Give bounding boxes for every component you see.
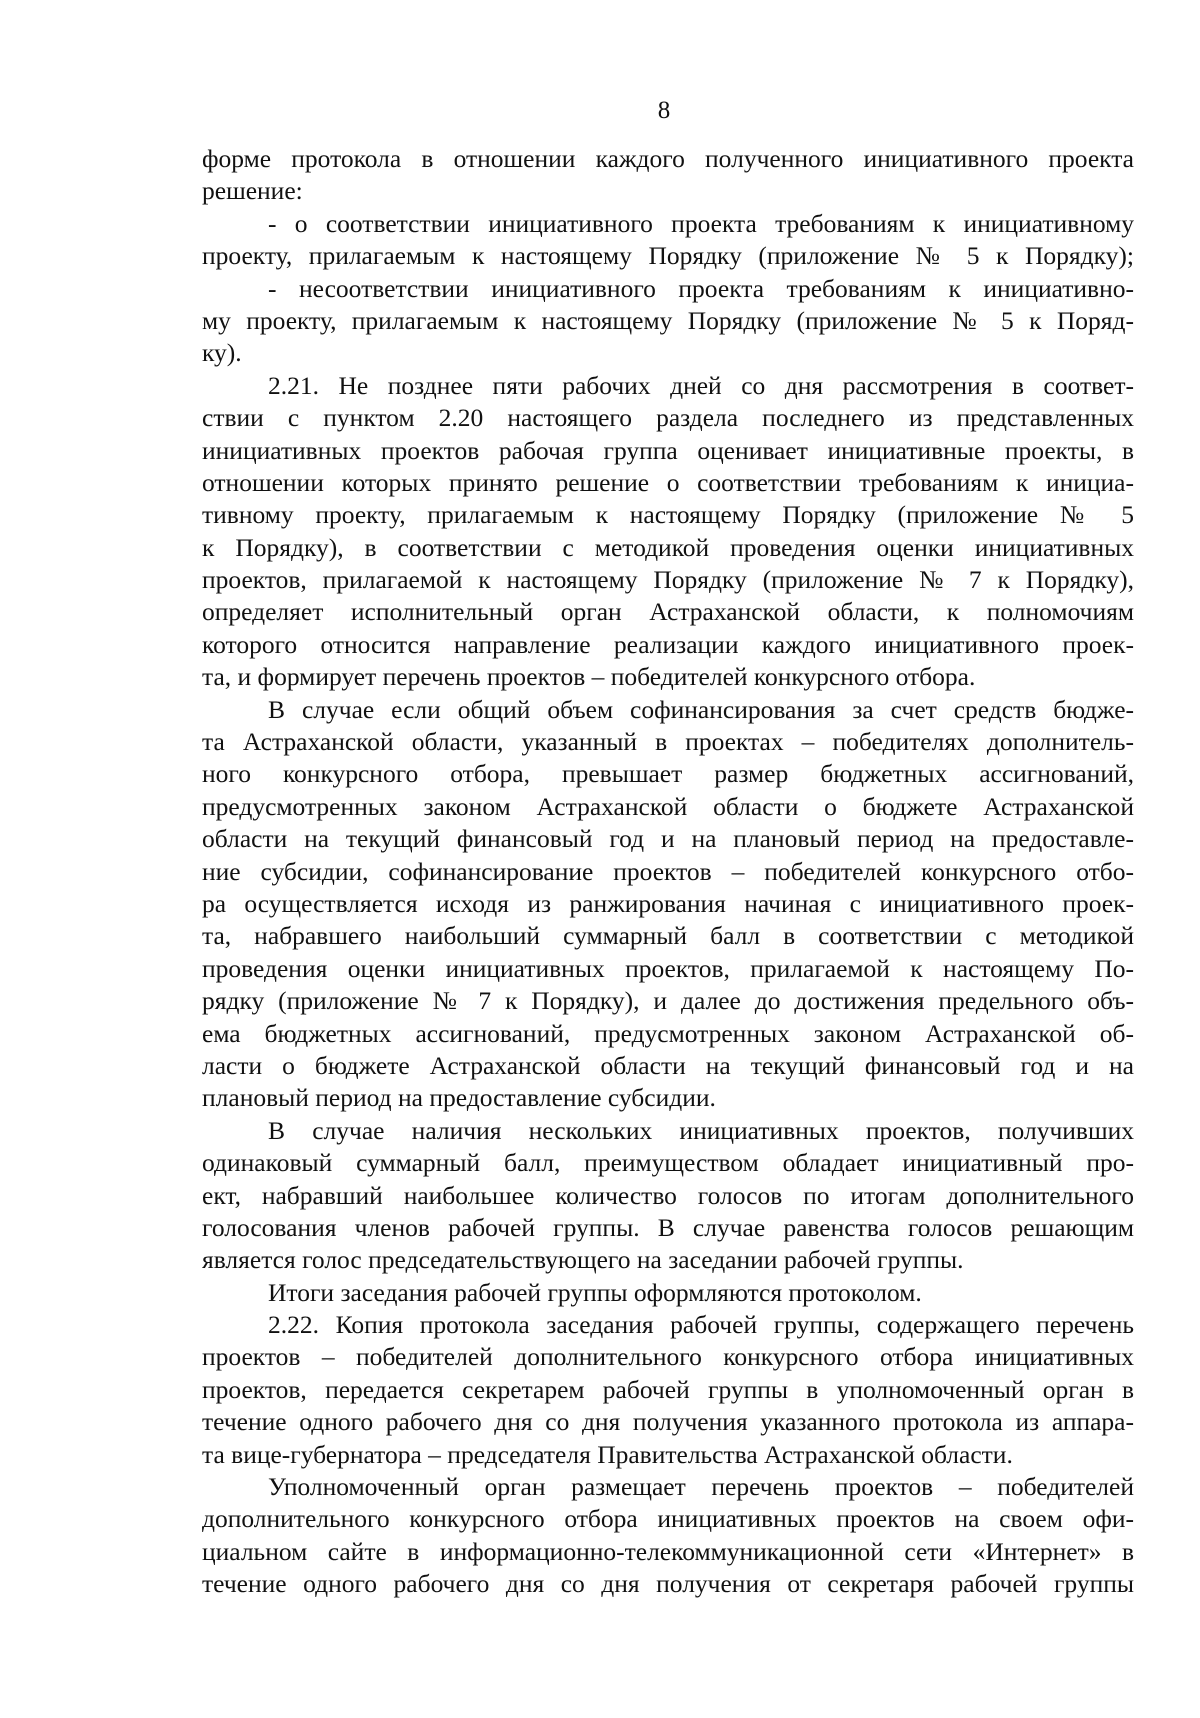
text-line: та, набравшего наибольший суммарный балл в соответствии с методикой (202, 921, 1134, 951)
text-line: 2.21. Не позднее пяти рабочих дней со дня рассмотрения в соответ- (268, 370, 1134, 400)
text-line: та, и формирует перечень проектов – победителей конкурсного отбора. (202, 662, 976, 692)
text-line: 2.22. Копия протокола заседания рабочей группы, содержащего перечень (268, 1310, 1134, 1340)
text-line: проведения оценки инициативных проектов, прилагаемой к настоящему По- (202, 953, 1134, 983)
text-line: ект, набравший наибольшее количество голосов по итогам дополнительного (202, 1180, 1134, 1210)
text-line: к Порядку), в соответствии с методикой проведения оценки инициативных (202, 532, 1134, 562)
text-line: ра осуществляется исходя из ранжирования начиная с инициативного проек- (202, 888, 1134, 918)
text-line: плановый период на предоставление субсидии. (202, 1083, 716, 1113)
text-line: течение одного рабочего дня со дня получения от секретаря рабочей группы (202, 1569, 1134, 1599)
text-line: - о соответствии инициативного проекта требованиям к инициативному (268, 208, 1134, 238)
text-line: му проекту, прилагаемым к настоящему Порядку (приложение № 5 к Поряд- (202, 305, 1134, 335)
text-line: дополнительного конкурсного отбора инициативных проектов на своем офи- (202, 1504, 1134, 1534)
text-line: ласти о бюджете Астраханской области на текущий финансовый год и на (202, 1050, 1134, 1080)
text-line: проектов – победителей дополнительного конкурсного отбора инициативных (202, 1342, 1134, 1372)
text-line: которого относится направление реализации каждого инициативного проек- (202, 629, 1134, 659)
text-line: форме протокола в отношении каждого полученного инициативного проекта (202, 144, 1134, 173)
text-line: проектов, передается секретарем рабочей группы в уполномоченный орган в (202, 1374, 1134, 1404)
text-line: одинаковый суммарный балл, преимуществом обладает инициативный про- (202, 1148, 1134, 1178)
text-line: та Астраханской области, указанный в проектах – победителях дополнитель- (202, 727, 1134, 757)
text-line: отношении которых принято решение о соответствии требованиям к инициа- (202, 467, 1134, 497)
text-line: ствии с пунктом 2.20 настоящего раздела последнего из представленных (202, 403, 1134, 433)
text-line: решение: (202, 176, 303, 206)
text-line: ного конкурсного отбора, превышает размер бюджетных ассигнований, (202, 759, 1134, 789)
text-line: определяет исполнительный орган Астраханской области, к полномочиям (202, 597, 1134, 627)
text-line: предусмотренных законом Астраханской области о бюджете Астраханской (202, 791, 1134, 821)
text-line: Итоги заседания рабочей группы оформляются протоколом. (268, 1277, 922, 1307)
text-line: Уполномоченный орган размещает перечень проектов – победителей (268, 1472, 1134, 1502)
text-line: В случае наличия нескольких инициативных проектов, получивших (268, 1115, 1134, 1145)
text-line: инициативных проектов рабочая группа оценивает инициативные проекты, в (202, 435, 1134, 465)
body-text (202, 143, 1134, 1601)
text-line: тивному проекту, прилагаемым к настоящему Порядку (приложение № 5 (202, 500, 1134, 530)
text-line: проектов, прилагаемой к настоящему Порядку (приложение № 7 к Порядку), (202, 565, 1134, 595)
text-line: проекту, прилагаемым к настоящему Порядку (приложение № 5 к Порядку); (202, 241, 1134, 271)
text-line: ние субсидии, софинансирование проектов – победителей конкурсного отбо- (202, 856, 1134, 886)
text-line: ку). (202, 338, 242, 368)
text-line: В случае если общий объем софинансирования за счет средств бюдже- (268, 694, 1134, 724)
text-line: циальном сайте в информационно-телекоммуникационной сети «Интернет» в (202, 1536, 1134, 1566)
text-line: - несоответствии инициативного проекта требованиям к инициативно- (268, 273, 1134, 303)
text-line: является голос председательствующего на заседании рабочей группы. (202, 1245, 964, 1275)
text-line: течение одного рабочего дня со дня получения указанного протокола из аппара- (202, 1407, 1134, 1437)
text-line: области на текущий финансовый год и на плановый период на предоставле- (202, 824, 1134, 854)
text-line: та вице-губернатора – председателя Правительства Астраханской области. (202, 1439, 1013, 1469)
text-line: рядку (приложение № 7 к Порядку), и далее до достижения предельного объ- (202, 986, 1134, 1016)
page-number: 8 (657, 97, 671, 124)
text-line: ема бюджетных ассигнований, предусмотренных законом Астраханской об- (202, 1018, 1134, 1048)
text-line: голосования членов рабочей группы. В случае равенства голосов решающим (202, 1212, 1134, 1242)
